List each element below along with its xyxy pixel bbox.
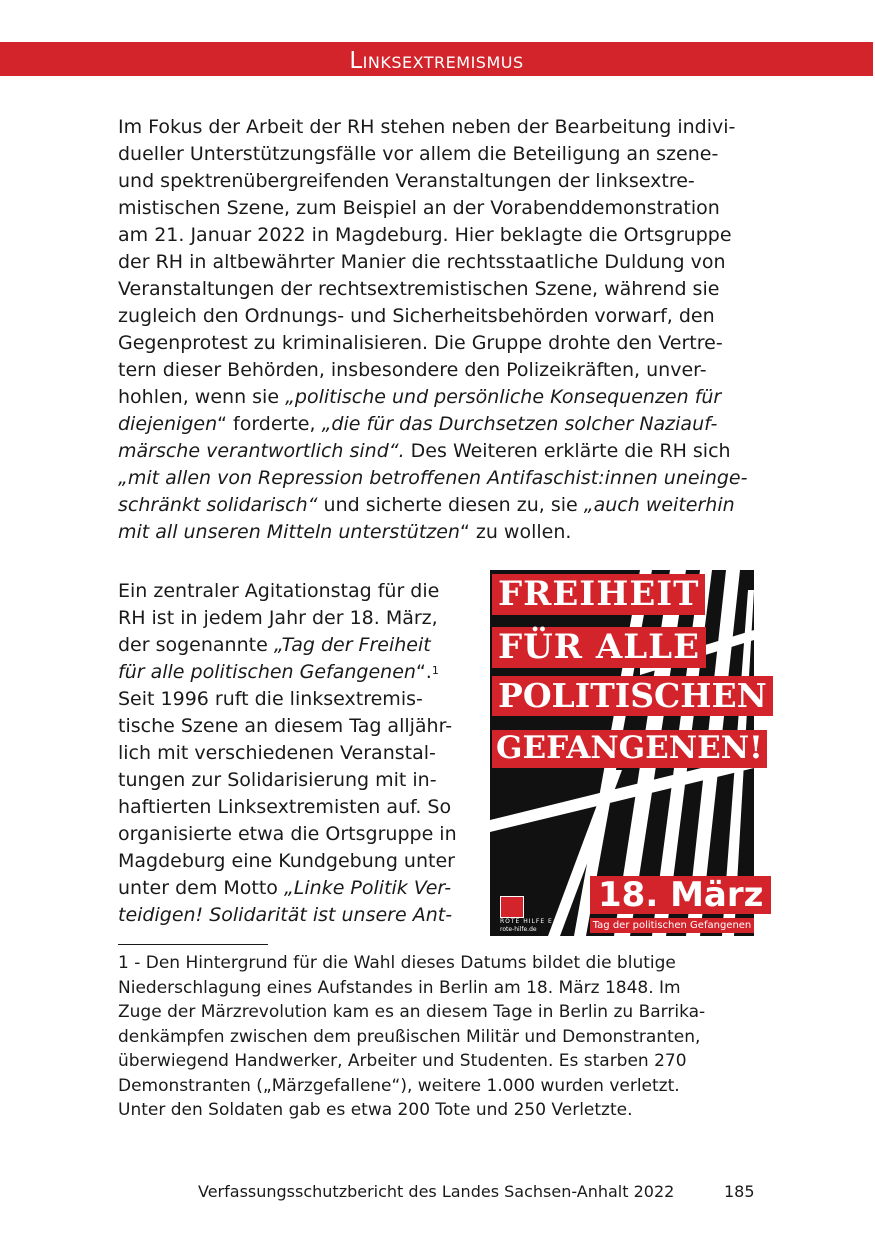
text-line: [118, 492, 758, 519]
page-number: 185: [724, 1182, 755, 1201]
text-segment: „politische und persönliche Konsequenzen für: [285, 386, 722, 408]
text-segment: unter dem Motto: [118, 877, 284, 899]
text-line: [118, 303, 758, 330]
text-segment: „mit allen von Repression betroffenen Antifaschist:innen uneinge-: [118, 467, 748, 489]
text-line: [118, 767, 476, 794]
text-line: [118, 114, 758, 141]
text-segment: diejenigen: [118, 413, 218, 435]
text-segment: und sicherte diesen zu, sie: [317, 494, 584, 516]
poster-image: [490, 570, 767, 936]
text-line: [118, 875, 476, 902]
text-segment: märsche verantwortlich sind“.: [118, 440, 405, 462]
text-segment: der sogenannte: [118, 634, 274, 656]
text-segment: teidigen! Solidarität ist unsere Ant-: [118, 904, 453, 926]
text-segment: „Tag der Freiheit: [273, 634, 431, 656]
text-segment: tische Szene an diesem Tag alljähr-: [118, 715, 453, 737]
footnote-line: Zuge der Märzrevolution kam es an diesem Tage in Berlin zu Barrika-: [118, 1002, 706, 1022]
body-paragraph-2: [118, 578, 476, 929]
text-segment: „auch weiterhin: [583, 494, 735, 516]
text-segment: zugleich den Ordnungs- und Sicherheitsbehörden vorwarf, den: [118, 305, 715, 327]
footnote-line: Demonstranten („Märzgefallene“), weitere 1.000 wurden verletzt.: [118, 1075, 680, 1096]
text-segment: “.: [415, 661, 432, 683]
text-segment: Im Fokus der Arbeit der RH stehen neben der Bearbeitung indivi-: [118, 116, 736, 138]
text-segment: Ein zentraler Agitationstag für die: [118, 580, 440, 602]
text-segment: Veranstaltungen der rechtsextremistischen Szene, während sie: [118, 278, 720, 300]
footnote-line: Niederschlagung eines Aufstandes in Berlin am 18. März 1848. Im: [118, 977, 681, 998]
text-line: [118, 357, 758, 384]
text-line: [118, 384, 758, 411]
text-line: [118, 848, 476, 875]
poster-line-3: POLITISCHEN: [492, 676, 773, 716]
text-segment: „Linke Politik Ver-: [283, 877, 452, 899]
text-segment: Magdeburg eine Kundgebung unter: [118, 850, 455, 872]
text-line: [118, 330, 758, 357]
text-line: [118, 740, 476, 767]
text-segment: mistischen Szene, zum Beispiel an der Vorabenddemonstration: [118, 197, 720, 219]
text-line: [118, 276, 758, 303]
text-segment: haftierten Linksextremisten auf. So: [118, 796, 452, 818]
text-line: [118, 168, 758, 195]
text-line: [118, 249, 758, 276]
text-segment: hohlen, wenn sie: [118, 386, 286, 408]
text-segment: „die für das Durchsetzen solcher Naziauf-: [321, 413, 718, 435]
poster-line-4: GEFANGENEN!: [492, 730, 767, 768]
text-segment: “ zu wollen.: [459, 521, 572, 543]
text-segment: schränkt solidarisch“: [118, 494, 318, 516]
text-line: [118, 519, 758, 546]
text-segment: lich mit verschiedenen Veranstal-: [118, 742, 436, 764]
footnote-line: 1 - Den Hintergrund für die Wahl dieses Datums bildet die blutige: [118, 953, 676, 973]
text-line: [118, 465, 758, 492]
text-segment: der RH in altbewährter Manier die rechtsstaatliche Duldung von: [118, 251, 726, 273]
chapter-title: Linksextremismus: [349, 48, 524, 74]
text-segment: “ forderte,: [217, 413, 322, 435]
text-line: [118, 141, 758, 168]
poster-line-1: FREIHEIT: [492, 574, 705, 615]
text-line: [118, 632, 476, 659]
text-segment: tungen zur Solidarisierung mit in-: [118, 769, 437, 791]
poster-org: ROTE HILFE E.V.: [500, 918, 563, 925]
text-line: [118, 438, 758, 465]
text-line: [118, 902, 476, 929]
footnote-line: überwiegend Handwerker, Arbeiter und Studenten. Es starben 270: [118, 1051, 687, 1071]
text-segment: tern dieser Behörden, insbesondere den Polizeikräften, unver-: [118, 359, 707, 381]
rote-hilfe-logo-icon: [500, 896, 524, 918]
poster-date: 18. März: [590, 876, 771, 914]
text-segment: organisierte etwa die Ortsgruppe in: [118, 823, 457, 845]
footnote-line: denkämpfen zwischen dem preußischen Militär und Demonstranten,: [118, 1026, 701, 1047]
poster-line-2: FÜR ALLE: [492, 627, 706, 668]
footnote-divider: [118, 944, 268, 945]
text-line: [118, 195, 758, 222]
text-segment: und spektrenübergreifenden Veranstaltungen der linksextre-: [118, 170, 695, 192]
text-line: [118, 686, 476, 713]
text-segment: RH ist in jedem Jahr der 18. März,: [118, 607, 438, 629]
text-segment: Des Weiteren erklärte die RH sich: [404, 440, 731, 462]
chapter-header: [0, 42, 873, 76]
text-segment: dueller Unterstützungsfälle vor allem die Beteiligung an szene-: [118, 143, 719, 165]
text-segment: für alle politischen Gefangenen: [118, 661, 416, 683]
footer-publication: Verfassungsschutzbericht des Landes Sachsen-Anhalt 2022: [198, 1182, 675, 1201]
text-segment: mit all unseren Mitteln unterstützen: [118, 521, 460, 543]
text-line: [118, 605, 476, 632]
text-segment: Seit 1996 ruft die linksextremis-: [118, 688, 423, 710]
footnote: [118, 951, 705, 1123]
text-line: [118, 222, 758, 249]
text-line: [118, 659, 476, 686]
body-paragraph-1: [118, 114, 758, 546]
text-line: [118, 578, 476, 605]
text-segment: am 21. Januar 2022 in Magdeburg. Hier beklagte die Ortsgruppe: [118, 224, 732, 246]
text-line: [118, 713, 476, 740]
text-line: [118, 821, 476, 848]
text-line: [118, 794, 476, 821]
footnote-line: Unter den Soldaten gab es etwa 200 Tote und 250 Verletzte.: [118, 1100, 633, 1120]
footnote-ref: 1: [431, 664, 439, 677]
poster-subtitle: Tag der politischen Gefangenen: [590, 918, 754, 933]
text-line: [118, 411, 758, 438]
poster-url: rote-hilfe.de: [500, 926, 537, 933]
text-segment: Gegenprotest zu kriminalisieren. Die Gruppe drohte den Vertre-: [118, 332, 723, 354]
